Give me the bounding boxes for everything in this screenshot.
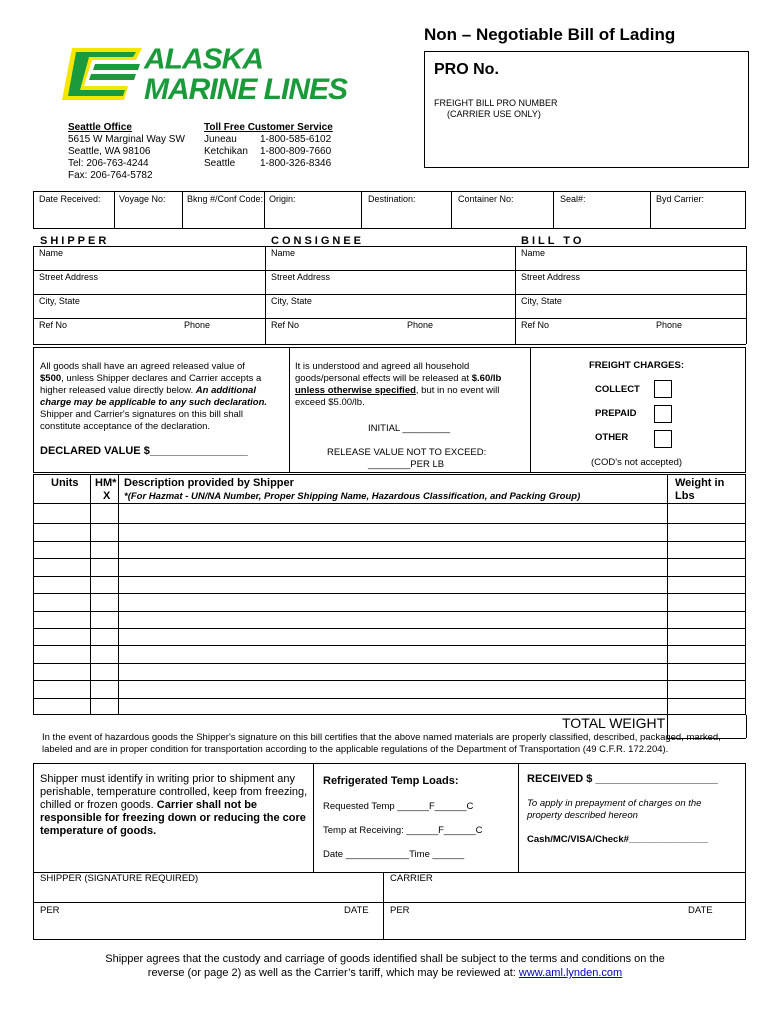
billto-city-field[interactable]: City, State [521, 296, 562, 306]
consignee-heading: CONSIGNEE [271, 235, 365, 247]
shipper-heading: SHIPPER [40, 235, 110, 247]
per-lb-field[interactable]: ________PER LB [368, 459, 445, 470]
office-title: Seattle Office [68, 122, 132, 133]
collect-checkbox[interactable] [654, 380, 672, 398]
release-value-label: RELEASE VALUE NOT TO EXCEED: [327, 447, 487, 458]
toll-free-row [204, 134, 333, 146]
consignee-city-field[interactable]: City, State [271, 296, 312, 306]
cod-note: (COD's not accepted) [591, 457, 683, 468]
household-line [295, 373, 527, 385]
shipper-name-field[interactable]: Name [39, 248, 64, 258]
initial-field[interactable]: INITIAL _________ [368, 423, 451, 434]
shipper-street-field[interactable]: Street Address [39, 272, 99, 282]
value-line-part: , unless Shipper declares and Carrier accepts a [61, 373, 262, 384]
company-logo [62, 43, 372, 106]
freight-charges-title: FREIGHT CHARGES: [589, 360, 684, 371]
toll-free-phone: 1-800-326-8346 [260, 158, 332, 169]
consignee-street-field[interactable]: Street Address [271, 272, 331, 282]
booking-code-field[interactable]: Bkng #/Conf Code: [187, 194, 264, 204]
freight-bill-label: FREIGHT BILL PRO NUMBER [434, 98, 558, 108]
perishable-text-bold: Carrier shall not be responsible for freezing down or reducing the core temperature of goods. [40, 799, 306, 837]
footer-line-2-text: reverse (or page 2) as well as the Carrier’s tariff, which may be reviewed at: [147, 967, 519, 979]
carrier-use-label: (CARRIER USE ONLY) [447, 109, 541, 119]
toll-free-row [204, 146, 333, 158]
consignee-phone-field[interactable]: Phone [407, 320, 434, 330]
toll-free-title: Toll Free Customer Service [204, 122, 333, 133]
toll-free-phone: 1-800-585-6102 [260, 134, 332, 145]
shipper-per-field[interactable]: PER [40, 905, 60, 916]
footer-terms [30, 952, 740, 980]
value-line: All goods shall have an agreed released value of [40, 361, 245, 372]
origin-field[interactable]: Origin: [269, 194, 296, 204]
logo-line-2: MARINE LINES [144, 73, 348, 106]
received-amount-field[interactable]: RECEIVED $ ____________________ [527, 773, 718, 785]
toll-free-city: Juneau [204, 134, 237, 145]
pro-number-box[interactable] [424, 51, 749, 168]
carrier-signature-field[interactable]: CARRIER [390, 873, 433, 884]
household-line-part: unless otherwise specified [295, 385, 416, 396]
shipper-signature-field[interactable]: SHIPPER (SIGNATURE REQUIRED) [40, 873, 199, 884]
household-goods-text [295, 361, 527, 409]
office-fax: Fax: 206-764-5782 [68, 170, 153, 181]
seal-field[interactable]: Seal#: [560, 194, 586, 204]
receiving-temp-field[interactable]: Temp at Receiving: ______F______C [323, 825, 483, 836]
container-no-field[interactable]: Container No: [458, 194, 514, 204]
billto-street-field[interactable]: Street Address [521, 272, 581, 282]
shipper-date-field[interactable]: DATE [344, 905, 369, 916]
household-line: It is understood and agreed all household [295, 361, 470, 372]
carrier-date-field[interactable]: DATE [688, 905, 713, 916]
value-line [40, 385, 285, 397]
office-address-2: Seattle, WA 98106 [68, 146, 151, 157]
website-link[interactable]: www.aml.lynden.com [518, 967, 623, 979]
date-received-field[interactable]: Date Received: [39, 194, 101, 204]
prepaid-checkbox[interactable] [654, 405, 672, 423]
other-label: OTHER [595, 432, 629, 443]
pro-no-label: PRO No. [434, 61, 499, 78]
hm-x-header: X [103, 490, 111, 502]
household-line-part: , but in no event will [415, 385, 500, 396]
household-rate: $.60/lb [471, 373, 502, 384]
toll-free-phone: 1-800-809-7660 [260, 146, 332, 157]
office-tel: Tel: 206-763-4244 [68, 158, 149, 169]
shipper-city-field[interactable]: City, State [39, 296, 80, 306]
consignee-ref-field[interactable]: Ref No [271, 320, 300, 330]
value-line-part: An additional [195, 385, 256, 396]
value-amount: $500 [40, 373, 62, 384]
consignee-name-field[interactable]: Name [271, 248, 296, 258]
date-time-field[interactable]: Date ____________Time ______ [323, 849, 465, 860]
bill-to-heading: BILL TO [521, 235, 585, 247]
weight-lbs-header: Lbs [675, 490, 695, 502]
hazard-certification-note: In the event of hazardous goods the Shipper's signature on this bill certifies that the above named materials are properly classified, described, packaged, marked, labeled and are in proper condition for transportation according to the applicable regulations of the Department of Transportation (49 C.F.R. 172.204). [42, 732, 721, 755]
value-line: Shipper and Carrier's signatures on this bill shall [40, 409, 243, 420]
hazmat-note: *(For Hazmat - UN/NA Number, Proper Shipping Name, Hazardous Classification, and Packing Group) [124, 491, 581, 502]
byd-carrier-field[interactable]: Byd Carrier: [656, 194, 705, 204]
household-line: exceed $5.00/lb. [295, 397, 365, 408]
toll-free-service [204, 122, 333, 170]
billto-name-field[interactable]: Name [521, 248, 546, 258]
value-line-part: higher released value directly below. [40, 385, 196, 396]
document-title: Non – Negotiable Bill of Lading [424, 25, 676, 44]
logo-line-1: ALASKA [144, 43, 263, 76]
toll-free-row [204, 158, 333, 170]
toll-free-city: Ketchikan [204, 146, 248, 157]
received-apply-note: To apply in prepayment of charges on the property described hereon [527, 798, 702, 821]
collect-label: COLLECT [595, 384, 640, 395]
declared-value-field[interactable]: DECLARED VALUE $________________ [40, 445, 248, 457]
value-line [40, 373, 285, 385]
goods-table [33, 474, 746, 715]
billto-ref-field[interactable]: Ref No [521, 320, 550, 330]
value-line: charge may be applicable to any such declaration. [40, 397, 268, 408]
weight-header: Weight in [675, 477, 725, 489]
units-header: Units [51, 477, 79, 489]
hm-header: HM* [95, 477, 117, 489]
billto-phone-field[interactable]: Phone [656, 320, 683, 330]
perishable-text [40, 773, 310, 838]
other-checkbox[interactable] [654, 430, 672, 448]
toll-free-city: Seattle [204, 158, 236, 169]
office-address-1: 5615 W Marginal Way SW [68, 134, 185, 145]
value-line: constitute acceptance of the declaration. [40, 421, 211, 432]
shipper-ref-field[interactable]: Ref No [39, 320, 68, 330]
footer-line-2 [30, 966, 740, 980]
seattle-office [68, 122, 185, 182]
refrigerated-title: Refrigerated Temp Loads: [323, 775, 459, 787]
perishable-text-part: Shipper must identify in writing prior to shipment any perishable, temperature controlled, keep from freezing, chilled or frozen goods. [40, 773, 308, 811]
shipper-phone-field[interactable]: Phone [184, 320, 211, 330]
total-weight-label: TOTAL WEIGHT [562, 715, 666, 731]
payment-method-field[interactable]: Cash/MC/VISA/Check#_______________ [527, 834, 709, 845]
prepaid-label: PREPAID [595, 408, 637, 419]
requested-temp-field[interactable]: Requested Temp ______F______C [323, 801, 474, 812]
footer-line-1: Shipper agrees that the custody and carriage of goods identified shall be subject to the terms and conditions on the [105, 953, 665, 965]
description-header: Description provided by Shipper [124, 477, 294, 489]
household-line [295, 385, 527, 397]
household-line-part: goods/personal effects will be released at [295, 373, 472, 384]
destination-field[interactable]: Destination: [368, 194, 416, 204]
logo-mark-icon [62, 46, 142, 102]
voyage-no-field[interactable]: Voyage No: [119, 194, 166, 204]
released-value-text [40, 361, 285, 433]
carrier-per-field[interactable]: PER [390, 905, 410, 916]
